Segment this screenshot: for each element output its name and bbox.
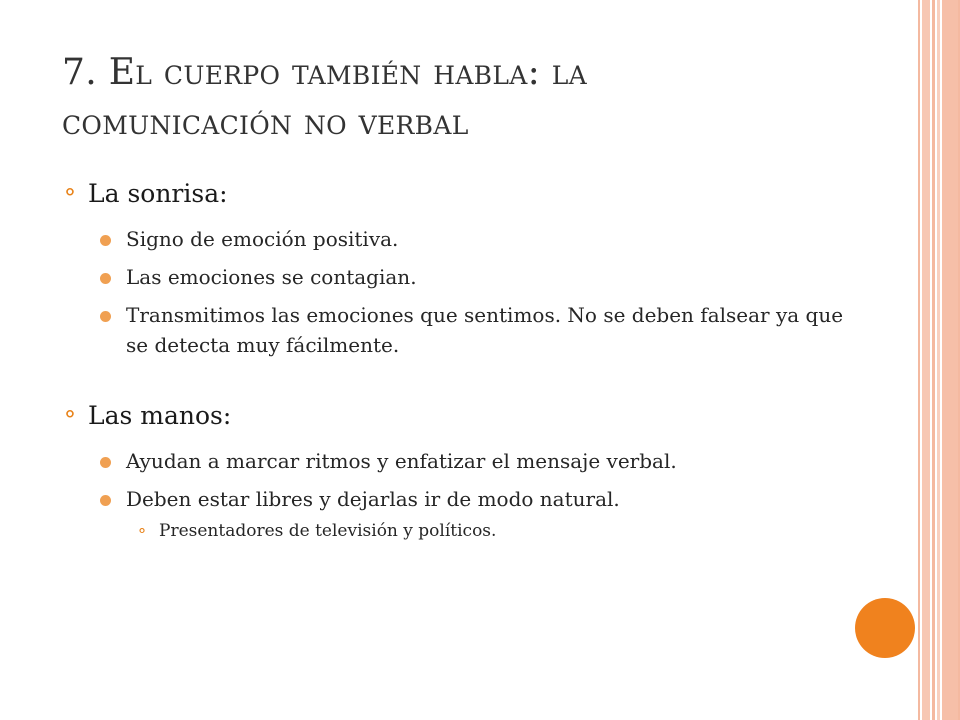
bullet-ring-icon: ⚬ [135, 522, 149, 540]
slide-content [60, 172, 850, 544]
list-item-text: Deben estar libres y dejarlas ir de modo natural. [126, 487, 620, 511]
list-item [100, 224, 850, 254]
list-item [100, 446, 850, 476]
section-heading-manos [60, 394, 850, 438]
sub-list-item [135, 518, 850, 544]
sub-list-item-text: Presentadores de televisión y políticos. [159, 521, 497, 541]
list-item-text: Ayudan a marcar ritmos y enfatizar el mensaje verbal. [126, 449, 677, 473]
list-item-text: Transmitimos las emociones que sentimos. No se deben falsear ya que se detecta muy fácilmente. [126, 303, 844, 357]
list-item [100, 300, 850, 360]
bullet-dot-icon [100, 311, 111, 322]
list-item [100, 262, 850, 292]
bullet-dot-icon [100, 495, 111, 506]
bullet-ring-icon: ⚬ [60, 181, 80, 206]
title-line-2: comunicación no verbal [62, 102, 469, 143]
section-heading-sonrisa [60, 172, 850, 216]
slide-title [62, 48, 882, 148]
bullet-dot-icon [100, 235, 111, 246]
bullet-dot-icon [100, 273, 111, 284]
decorative-stripe [922, 0, 930, 720]
bullet-dot-icon [100, 457, 111, 468]
decorative-circle [855, 598, 915, 658]
decorative-stripe [918, 0, 920, 720]
bullet-ring-icon: ⚬ [60, 403, 80, 428]
list-item-text: Las emociones se contagian. [126, 265, 417, 289]
list-item [100, 484, 850, 514]
list-item-text: Signo de emoción positiva. [126, 227, 399, 251]
decorative-stripe [937, 0, 940, 720]
section-heading-label: La sonrisa: [88, 179, 228, 208]
decorative-stripe [932, 0, 935, 720]
decorative-stripe [942, 0, 958, 720]
title-line-1: 7. El cuerpo también habla: la [62, 52, 588, 93]
section-heading-label: Las manos: [88, 401, 232, 430]
